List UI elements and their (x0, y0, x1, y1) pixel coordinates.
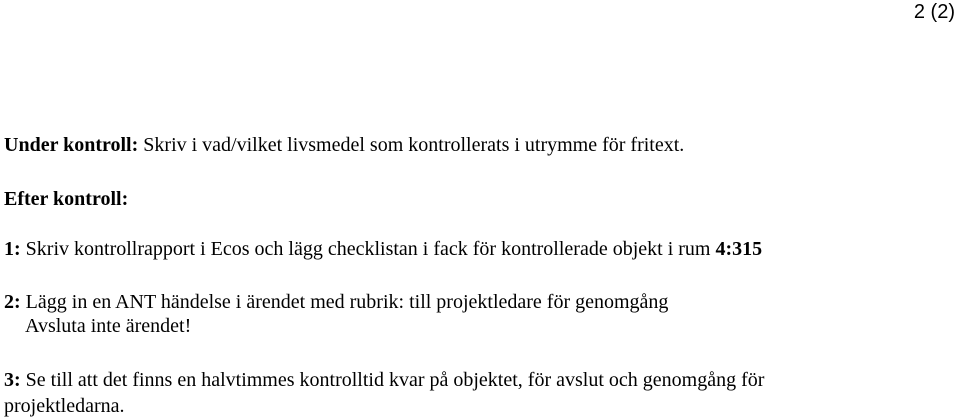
step-3 (4, 368, 764, 392)
under-kontroll-paragraph (4, 133, 684, 157)
page-number: 2 (2) (913, 1, 955, 23)
under-kontroll-label: Under kontroll: (4, 134, 139, 156)
step-1 (4, 237, 762, 261)
step-1-number: 1: (4, 238, 21, 260)
step-2-number: 2: (4, 291, 21, 313)
efter-kontroll-heading: Efter kontroll: (4, 188, 129, 210)
step-3-continuation: projektledarna. (4, 395, 125, 417)
room-number: 4:315 (715, 238, 763, 260)
step-3-number: 3: (4, 369, 21, 391)
step-3-text: Se till att det finns en halvtimmes kontrolltid kvar på objektet, för avslut och genomgång för (20, 369, 765, 391)
step-1-text: Skriv kontrollrapport i Ecos och lägg checklistan i fack för kontrollerade objekt i rum (20, 238, 716, 260)
step-2-continuation: Avsluta inte ärendet! (25, 315, 192, 337)
under-kontroll-text: Skriv i vad/vilket livsmedel som kontrollerats i utrymme för fritext. (138, 134, 685, 156)
step-2 (4, 290, 668, 314)
step-2-text: Lägg in en ANT händelse i ärendet med rubrik: till projektledare för genomgång (20, 291, 669, 313)
